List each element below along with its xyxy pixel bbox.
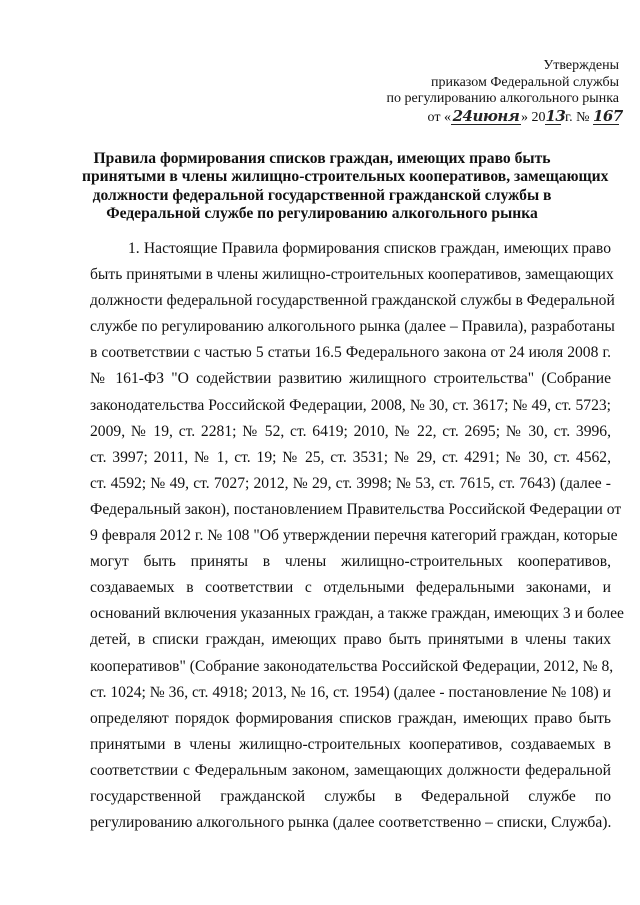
year-prefix: 20 — [531, 109, 546, 125]
handwritten-year: 13 — [545, 106, 566, 125]
paragraph-line: должности федеральной государственной гражданской службы в Федеральной — [90, 292, 615, 310]
paragraph-line: ст. 1024; № 36, ст. 4918; 2013, № 16, ст. 1954) (далее - постановление № 108) и — [90, 683, 611, 701]
paragraph-line: оснований включения указанных граждан, а также граждан, имеющих 3 и более — [90, 605, 624, 623]
paragraph-line: № 161-ФЗ "О содействии развитию жилищного строительства" (Собрание — [90, 370, 611, 388]
paragraph-line: Федеральный закон), постановлением Правительства Российской Федерации от — [90, 500, 622, 518]
number-sign: № — [576, 109, 590, 125]
year-suffix: г. — [564, 109, 573, 125]
document-title — [82, 150, 609, 224]
approval-stamp — [386, 58, 623, 126]
paragraph-line: 9 февраля 2012 г. № 108 "Об утверждении перечня категорий граждан, которые — [90, 527, 618, 545]
from-word: от — [427, 109, 441, 125]
quote-close: » — [520, 109, 528, 125]
quote-open: « — [443, 109, 451, 125]
paragraph-line: ст. 3997; 2011, № 1, ст. 19; № 25, ст. 3531; № 29, ст. 4291; № 30, ст. 4562, — [90, 448, 611, 466]
paragraph-1 — [90, 236, 624, 836]
title-line: Федеральной службе по регулированию алкогольного рынка — [106, 205, 538, 223]
paragraph-line: государственной гражданской службы в Федеральной службе по — [90, 787, 611, 805]
approval-date-line — [387, 106, 623, 127]
approval-line-3: по регулированию алкогольного рынка — [386, 91, 619, 106]
paragraph-line: в соответствии с частью 5 статьи 16.5 Федерального закона от 24 июля 2008 г. — [90, 344, 611, 362]
paragraph-line: соответствии с Федеральным законом, замещающих должности федеральной — [90, 761, 611, 779]
paragraph-line: быть принятыми в члены жилищно-строительных кооперативов, замещающих — [90, 266, 614, 284]
paragraph-line: законодательства Российской Федерации, 2008, № 30, ст. 3617; № 49, ст. 5723; — [90, 396, 611, 414]
title-line: Правила формирования списков граждан, имеющих право быть — [93, 150, 551, 167]
paragraph-line: детей, в списки граждан, имеющих право быть принятыми в члены таких — [90, 631, 611, 649]
paragraph-line: могут быть приняты в члены жилищно-строительных кооперативов, — [90, 553, 611, 571]
paragraph-line: регулированию алкогольного рынка (далее соответственно – списки, Служба). — [90, 814, 612, 832]
paragraph-line: определяют порядок формирования списков граждан, имеющих право быть — [90, 709, 611, 727]
paragraph-line: ст. 4592; № 49, ст. 7027; 2012, № 29, ст. 3998; № 53, ст. 7615, ст. 7643) (далее - — [90, 474, 611, 492]
approval-line-1: Утверждены — [543, 58, 619, 73]
paragraph-line: 1. Настоящие Правила формирования списков граждан, имеющих право — [128, 240, 611, 257]
paragraph-line: создаваемых в соответствии с отдельными федеральными законами, и — [90, 579, 611, 597]
paragraph-line: принятыми в члены жилищно-строительных кооперативов, создаваемых в — [90, 735, 611, 753]
handwritten-date: 24июня — [452, 106, 520, 125]
title-line: должности федеральной государственной гражданской службы в — [92, 186, 552, 204]
title-line: принятыми в члены жилищно-строительных кооперативов, замещающих — [82, 168, 609, 186]
paragraph-line: службе по регулированию алкогольного рынка (далее – Правила), разработаны — [90, 318, 615, 336]
paragraph-line: 2009, № 19, ст. 2281; № 52, ст. 6419; 2010, № 22, ст. 2695; № 30, ст. 3996, — [90, 422, 611, 440]
approval-line-2: приказом Федеральной службы — [431, 74, 619, 90]
handwritten-number: 167 — [593, 106, 623, 125]
paragraph-line: кооперативов" (Собрание законодательства Российской Федерации, 2012, № 8, — [90, 657, 614, 675]
